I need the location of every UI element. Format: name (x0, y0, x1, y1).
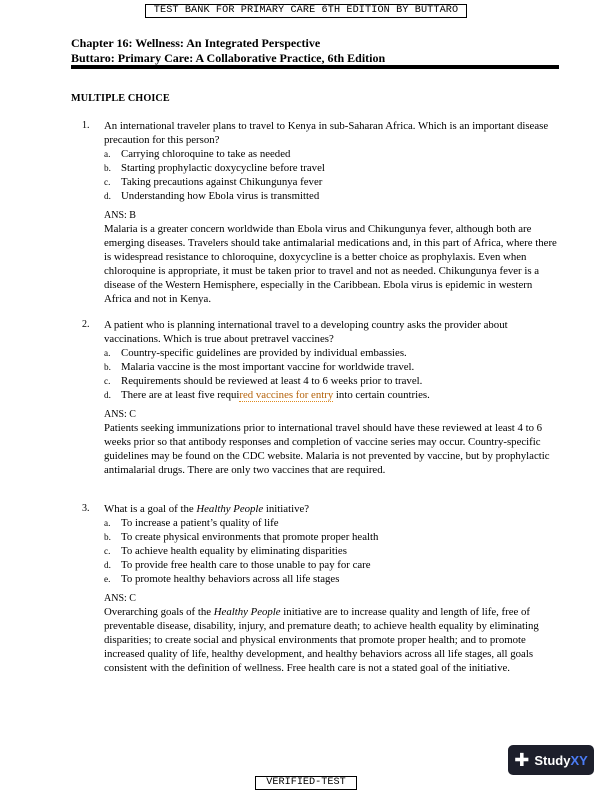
option-letter: d. (104, 191, 111, 201)
footer-label: VERIFIED-TEST (255, 776, 357, 790)
option-d (104, 388, 612, 402)
option-letter: c. (104, 546, 111, 556)
chapter-title: Chapter 16: Wellness: An Integrated Perspective (71, 36, 321, 50)
answer-explanation (104, 605, 560, 675)
highlighted-text: red vaccines for entry (239, 389, 334, 401)
answer-label: ANS: C (104, 409, 136, 420)
option-letter: c. (104, 376, 111, 386)
book-title: Buttaro: Primary Care: A Collaborative Practice, 6th Edition (71, 50, 386, 65)
option-text: Taking precautions against Chikungunya fever (121, 176, 323, 188)
option-letter: d. (104, 390, 111, 400)
option-letter: c. (104, 177, 111, 187)
option-b (104, 530, 612, 544)
question-stem: An international traveler plans to travel to Kenya in sub-Saharan Africa. Which is an important disease precaution for this person? (104, 120, 549, 146)
option-text: Requirements should be reviewed at least 4 to 6 weeks prior to travel. (121, 375, 423, 387)
question-2 (0, 318, 612, 477)
answer-label: ANS: B (104, 210, 136, 221)
title-block (71, 36, 561, 65)
option-text: To increase a patient’s quality of life (121, 517, 279, 529)
option-letter: b. (104, 532, 111, 542)
option-d (104, 558, 612, 572)
option-text: To promote healthy behaviors across all life stages (121, 573, 340, 585)
option-e (104, 572, 612, 586)
explanation-end: initiative are to increase quality and length of life, free of preventable disease, disability, injury, and premature death; to achieve health equality by eliminating disparities; to create social and physical environments that promote proper health; and to promote increased quality of life, healthy development, and healthy behaviors across all life stages, all goals consistent with the definition of wellness. Free health care is not a stated goal of the initiative. (104, 606, 539, 674)
option-text: To provide free health care to those unable to pay for care (121, 559, 371, 571)
option-a (104, 516, 612, 530)
option-letter: b. (104, 163, 111, 173)
badge-brand-accent: XY (570, 752, 588, 768)
question-number: 3. (82, 503, 90, 514)
option-c (104, 544, 612, 558)
option-text-start: There are at least five requi (121, 389, 240, 401)
option-text: Country-specific guidelines are provided by individual embassies. (121, 347, 407, 359)
option-letter: d. (104, 560, 111, 570)
option-letter: a. (104, 518, 111, 528)
option-text: Malaria vaccine is the most important vaccine for worldwide travel. (121, 361, 415, 373)
stem-italic: Healthy People (196, 503, 264, 515)
badge-brand-main: Study (534, 752, 571, 768)
option-c (104, 175, 612, 189)
question-1 (0, 119, 612, 306)
option-letter: e. (104, 574, 111, 584)
answer-label: ANS: C (104, 593, 136, 604)
option-text: Understanding how Ebola virus is transmitted (121, 190, 320, 202)
option-a (104, 346, 612, 360)
option-text: Carrying chloroquine to take as needed (121, 148, 291, 160)
studyxy-badge[interactable] (508, 745, 594, 775)
option-text (121, 388, 566, 402)
stem-start: What is a goal of the (104, 503, 197, 515)
option-c (104, 374, 612, 388)
option-text-end: into certain countries. (333, 389, 430, 401)
option-letter: a. (104, 348, 111, 358)
stem-end: initiative? (263, 503, 310, 515)
option-d (104, 189, 612, 203)
explanation-start: Overarching goals of the (104, 606, 214, 618)
option-a (104, 147, 612, 161)
question-stem: A patient who is planning international travel to a developing country asks the provider about vaccinations. Which is true about pretravel vaccines? (104, 319, 508, 345)
answer-explanation: Malaria is a greater concern worldwide than Ebola virus and Chikungunya fever, although both are emerging diseases. Travelers should take antimalarial medications and, in this part of Africa, where there is widespread resistance to chloroquine, doxycycline is a better choice as prophylaxis. Even when chloroquine is appropriate, it must be taken prior to travel and not as needed. Chikungunya fever is a disease of the Western Hemisphere, especially in the Caribbean. Ebola virus is epidemic in western Africa and not in Kenya. (104, 223, 557, 305)
plus-icon: ✚ (514, 750, 530, 770)
header-banner: TEST BANK FOR PRIMARY CARE 6TH EDITION BY BUTTARO (145, 4, 467, 18)
question-3 (0, 502, 612, 675)
title-divider (71, 65, 559, 69)
section-heading: MULTIPLE CHOICE (71, 93, 170, 104)
option-text: Starting prophylactic doxycycline before travel (121, 162, 325, 174)
explanation-italic: Healthy People (213, 606, 281, 618)
option-b (104, 161, 612, 175)
question-stem (104, 502, 559, 516)
option-b (104, 360, 612, 374)
question-number: 1. (82, 120, 90, 131)
option-text: To achieve health equality by eliminating disparities (121, 545, 347, 557)
question-number: 2. (82, 319, 90, 330)
option-text: To create physical environments that promote proper health (121, 531, 379, 543)
answer-explanation: Patients seeking immunizations prior to international travel should have these reviewed at least 4 to 6 weeks prior so that antibody responses and completion of vaccine series may occur. Country-specific guidelines may be found on the CDC website. Malaria is not prevented by vaccine, but by prophylactic antimalarial drugs. There are only two vaccines that are required. (104, 422, 550, 476)
option-letter: a. (104, 149, 111, 159)
option-letter: b. (104, 362, 111, 372)
